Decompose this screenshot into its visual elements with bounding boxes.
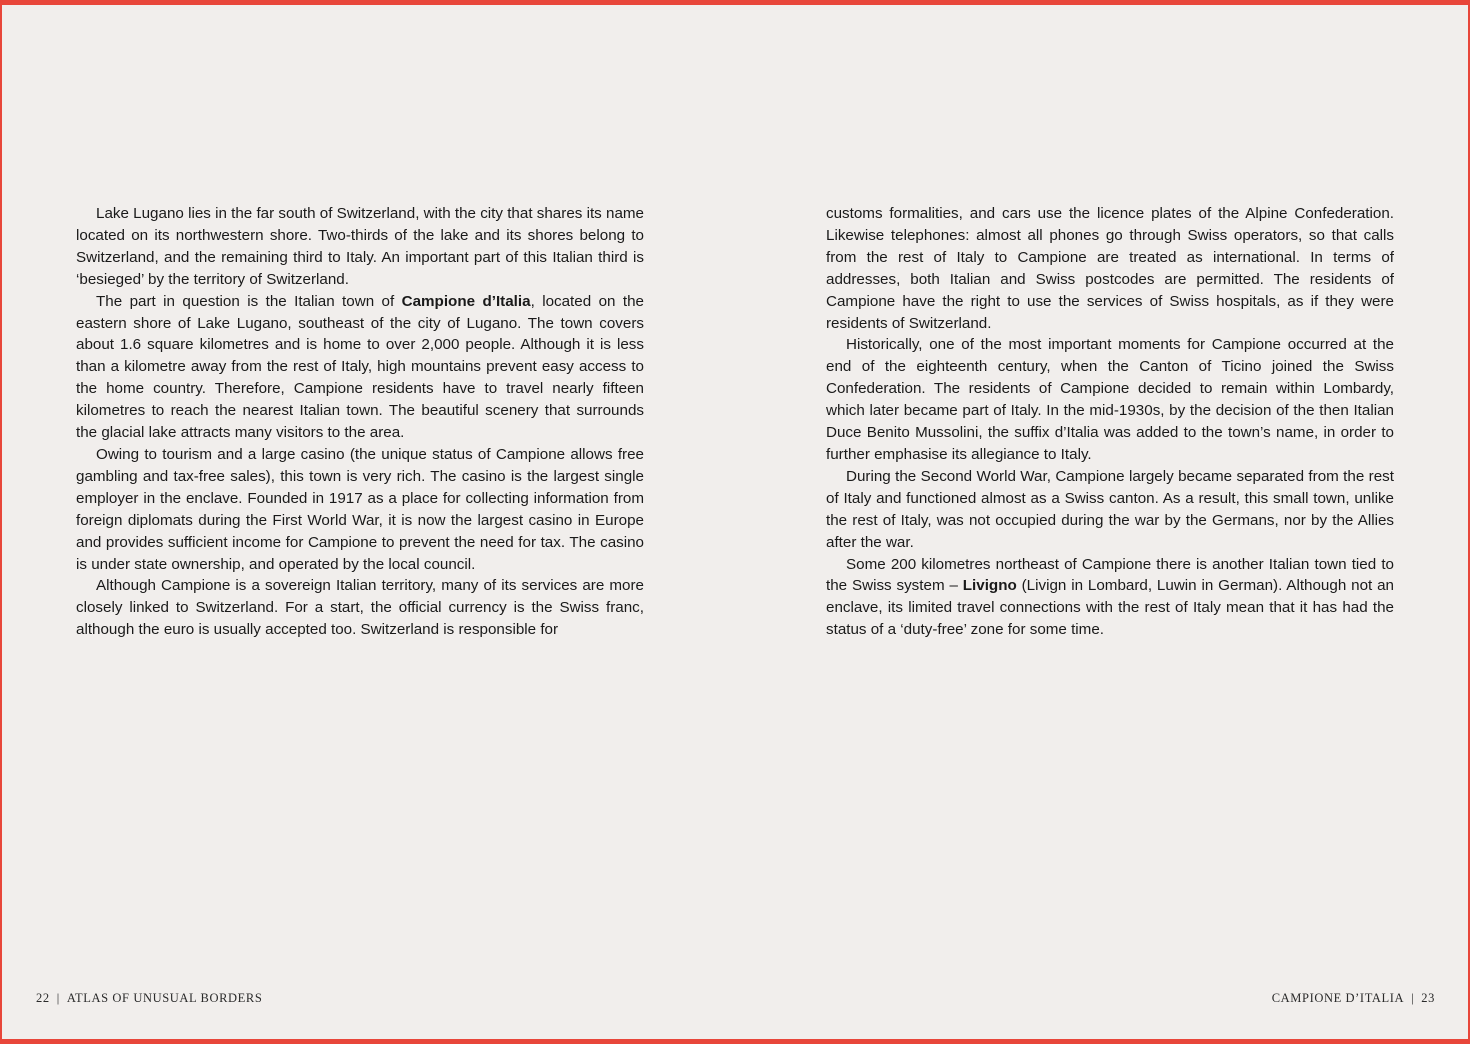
right-page-footer (1272, 991, 1435, 1006)
paragraph-text: (Livign in Lombard, Luwin in German). Although not an enclave, its limited travel connections with the rest of Italy mean that it has had the status of a ‘duty-free’ zone for some time. (826, 577, 1394, 639)
paragraph-text: Historically, one of the most important moments for Campione occurred at the end of the eighteenth century, when the Canton of Ticino joined the Swiss Confederation. The residents of Campione decided to remain within Lombardy, which later became part of Italy. In the mid-1930s, by the decision of the then Italian Duce Benito Mussolini, the suffix d’Italia was added to the town’s name, in order to further emphasise its allegiance to Italy. (826, 336, 1394, 463)
paragraph-history (826, 334, 1394, 465)
paragraph-text: Although Campione is a sovereign Italian territory, many of its services are more closely linked to Switzerland. For a start, the official currency is the Swiss franc, although the euro is usually accepted too. Switzerland is responsible for (76, 577, 644, 639)
page-number: 23 (1421, 991, 1435, 1005)
bottom-accent-bar (0, 1039, 1470, 1044)
page-number: 22 (36, 991, 50, 1005)
top-accent-bar (0, 0, 1470, 5)
paragraph-casino (76, 444, 644, 575)
right-page-text-column (826, 203, 1394, 641)
paragraph-text: Owing to tourism and a large casino (the unique status of Campione allows free gambling and tax-free sales), this town is very rich. The casino is the largest single employer in the enclave. Founded in 1917 as a place for collecting information from foreign diplomats during the First World War, it is now the largest casino in Europe and provides sufficient income for Campione to prevent the need for tax. The casino is under state ownership, and operated by the local council. (76, 445, 644, 573)
paragraph-text: The part in question is the Italian town of (96, 292, 402, 310)
left-page-text-column (76, 203, 644, 641)
paragraph-customs-continued (826, 203, 1394, 334)
paragraph-text: Lake Lugano lies in the far south of Switzerland, with the city that shares its name located on its northwestern shore. Two-thirds of the lake and its shores belong to Switzerland, and the remaining third to Italy. An important part of this Italian third is ‘besieged’ by the territory of Switzerland. (76, 205, 644, 288)
running-title: CAMPIONE D’ITALIA (1271, 991, 1405, 1005)
bold-term-livigno: Livigno (962, 577, 1017, 595)
footer-separator: | (1411, 991, 1415, 1005)
paragraph-world-war (826, 466, 1394, 554)
paragraph-campione-intro (76, 291, 644, 444)
paragraph-text: customs formalities, and cars use the licence plates of the Alpine Confederation. Likewise telephones: almost all phones go through Swiss operators, so that calls from the rest of Italy to Campione are treated as international. In terms of addresses, both Italian and Swiss postcodes are permitted. The residents of Campione have the right to use the services of Swiss hospitals, as if they were residents of Switzerland. (826, 205, 1394, 332)
running-title: ATLAS OF UNUSUAL BORDERS (66, 991, 263, 1005)
paragraph-livigno (826, 554, 1394, 642)
paragraph-text: During the Second World War, Campione largely became separated from the rest of Italy and functioned almost as a Swiss canton. As a result, this small town, unlike the rest of Italy, was not occupied during the war by the Germans, nor by the Allies after the war. (826, 467, 1394, 551)
paragraph-lake-lugano (76, 203, 644, 291)
paragraph-text: Some 200 kilometres northeast of Campione there is another Italian town tied to the Swiss system – (826, 555, 1394, 595)
paragraph-text: , located on the eastern shore of Lake Lugano, southeast of the city of Lugano. The town covers about 1.6 square kilometres and is home to over 2,000 people. Although it is less than a kilometre away from the rest of Italy, high mountains prevent easy access to the home country. Therefore, Campione residents have to travel nearly fifteen kilometres to reach the nearest Italian town. The beautiful scenery that surrounds the glacial lake attracts many visitors to the area. (76, 292, 644, 442)
left-page-footer (36, 991, 262, 1006)
bold-term-campione: Campione d’Italia (401, 292, 531, 310)
footer-separator: | (56, 991, 60, 1005)
left-edge-line (0, 0, 2, 1044)
paragraph-services (76, 575, 644, 641)
